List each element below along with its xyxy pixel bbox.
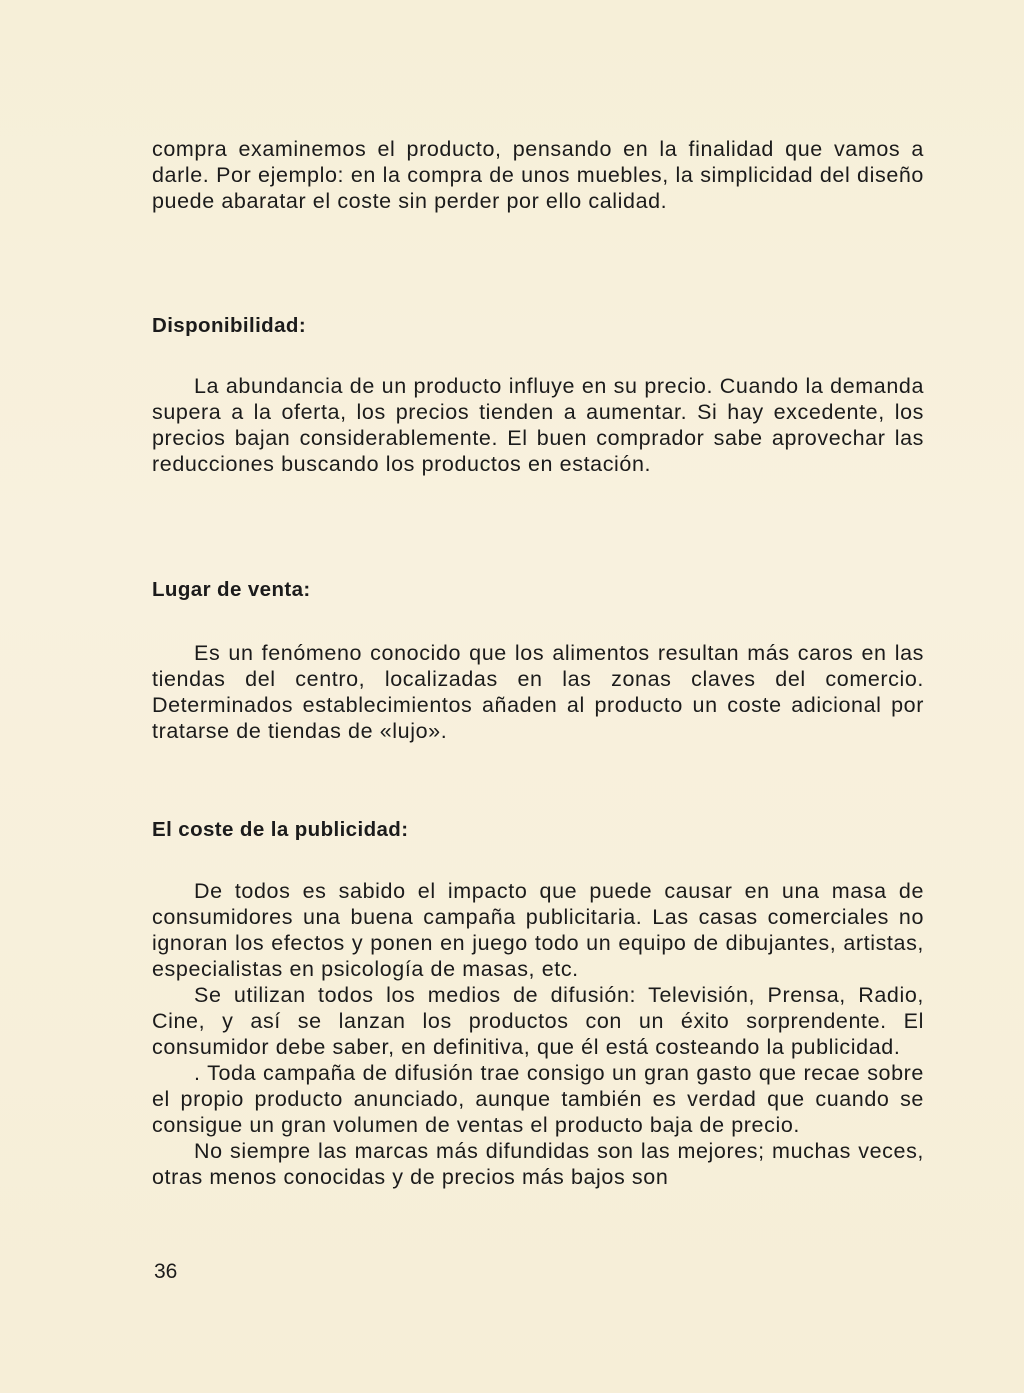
section-heading-lugar-de-venta: Lugar de venta: [152,578,311,601]
page-number: 36 [154,1260,178,1283]
section-body-disponibilidad [152,373,924,477]
paragraph: . Toda campaña de difusión trae consigo un gran gasto que recae sobre el propio producto anunciado, aunque también es verdad que cuando se consigue un gran volumen de ventas el producto baja de precio. [152,1061,924,1137]
paragraph: De todos es sabido el impacto que puede causar en una masa de consumidores una buena campaña publicitaria. Las casas comerciales no ignoran los efectos y ponen en juego todo un equipo de dibujantes, artistas, especialistas en psicología de masas, etc. [152,879,924,981]
intro-paragraph-block [152,136,924,214]
intro-paragraph: compra examinemos el producto, pensando en la finalidad que vamos a darle. Por ejemplo: en la compra de unos muebles, la simplicidad del diseño puede abaratar el coste sin perder por ello calidad. [152,137,924,213]
section-heading-disponibilidad: Disponibilidad: [152,314,307,337]
section-heading-coste-publicidad: El coste de la publicidad: [152,818,409,841]
section-body-coste-publicidad [152,878,924,1190]
paragraph: Se utilizan todos los medios de difusión: Televisión, Prensa, Radio, Cine, y así se lanzan los productos con un éxito sorprendente. El consumidor debe saber, en definitiva, que él está costeando la publicidad. [152,983,924,1059]
paragraph: La abundancia de un producto influye en su precio. Cuando la demanda supera a la oferta, los precios tienden a aumentar. Si hay excedente, los precios bajan considerablemente. El buen comprador sabe aprovechar las reducciones buscando los productos en estación. [152,374,924,476]
section-body-lugar-de-venta [152,640,924,744]
paragraph: No siempre las marcas más difundidas son las mejores; muchas veces, otras menos conocidas y de precios más bajos son [152,1139,924,1189]
paragraph: Es un fenómeno conocido que los alimentos resultan más caros en las tiendas del centro, localizadas en las zonas claves del comercio. Determinados establecimientos añaden al producto un coste adicional por tratarse de tiendas de «lujo». [152,641,924,743]
